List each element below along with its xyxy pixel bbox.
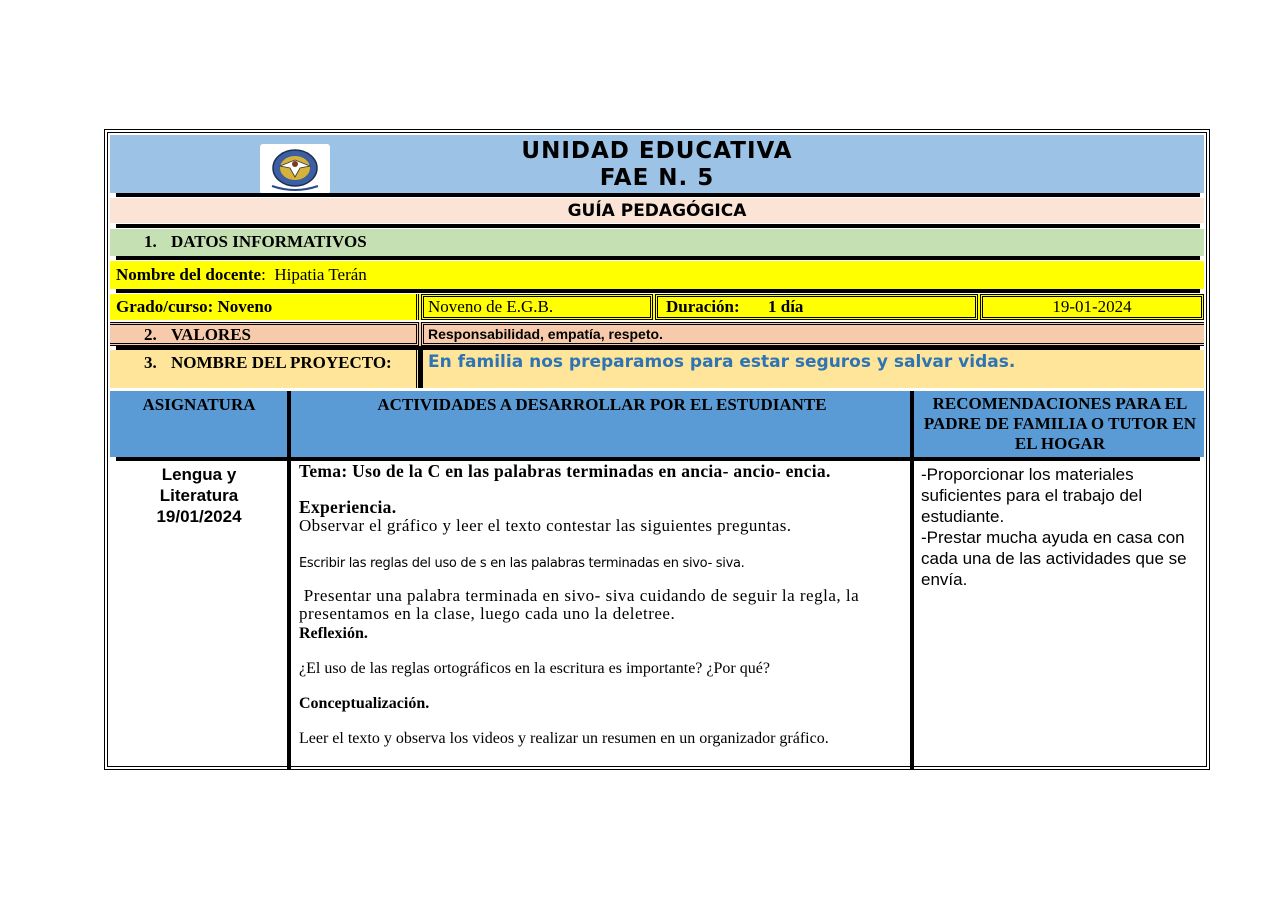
col-divider	[910, 391, 914, 769]
info-date: 19-01-2024	[1052, 297, 1132, 316]
school-name-line1: UNIDAD EDUCATIVA	[521, 138, 793, 164]
divider	[116, 289, 1200, 293]
activity-tema: Tema: Uso de la C en las palabras terminadas en ancia- ancio- encia.	[299, 461, 831, 481]
activity-reflexion: Reflexión.	[299, 625, 368, 642]
divider	[116, 224, 1200, 228]
activity-question: ¿El uso de las reglas ortográficos en la escritura es importante? ¿Por qué?	[299, 660, 770, 677]
duration-value: 1 día	[768, 297, 804, 316]
project-section-number: 3.	[144, 353, 157, 372]
school-name-line2: FAE N. 5	[599, 165, 715, 191]
divider	[116, 193, 1200, 197]
info-section-title: DATOS INFORMATIVOS	[171, 232, 367, 251]
teacher-name: Hipatia Terán	[274, 265, 367, 284]
activity-rules: Escribir las reglas del uso de s en las palabras terminadas en sivo- siva.	[299, 556, 745, 571]
activity-present-line2: presentamos en la clase, luego cada uno la deletree.	[299, 604, 676, 623]
subject-line1: Lengua y	[161, 465, 237, 484]
col-subject-header: ASIGNATURA	[142, 395, 256, 414]
activity-present-line1: Presentar una palabra terminada en sivo- siva cuidando de seguir la regla, la	[299, 586, 860, 605]
activity-experiencia: Experiencia.	[299, 497, 397, 517]
activity-read: Leer el texto y observa los videos y realizar un resumen en un organizador gráfico.	[299, 730, 829, 747]
grade-value: Noveno de E.G.B.	[428, 297, 554, 316]
values-text: Responsabilidad, empatía, respeto.	[428, 326, 663, 342]
col-divider	[287, 391, 291, 769]
values-section-title: VALORES	[171, 325, 251, 344]
subject-line2: Literatura	[159, 486, 239, 505]
project-name: En familia nos preparamos para estar seguros y salvar vidas.	[428, 352, 1016, 372]
activity-observe: Observar el gráfico y leer el texto contestar las siguientes preguntas.	[299, 516, 792, 535]
duration-label: Duración:	[666, 297, 740, 316]
recommendation-2: -Prestar mucha ayuda en casa con cada una de las actividades que se envía.	[921, 528, 1187, 589]
teacher-label: Nombre del docente	[116, 265, 262, 284]
grade-label: Grado/curso: Noveno	[116, 297, 273, 316]
subject-date: 19/01/2024	[156, 507, 242, 526]
divider	[116, 256, 1200, 260]
values-section-number: 2.	[144, 325, 157, 344]
col-activities-header: ACTIVIDADES A DESARROLLAR POR EL ESTUDIANTE	[377, 395, 827, 414]
guide-title: GUÍA PEDAGÓGICA	[567, 201, 747, 221]
recommendation-1: -Proporcionar los materiales suficientes para el trabajo del estudiante.	[921, 465, 1143, 526]
activity-conceptualizacion: Conceptualización.	[299, 695, 430, 712]
project-divider	[419, 350, 423, 388]
project-section-title: NOMBRE DEL PROYECTO:	[171, 353, 392, 372]
teacher-line	[116, 265, 367, 285]
info-section-number: 1.	[144, 232, 157, 251]
teacher-colon: :	[261, 265, 266, 284]
col-recommendations-header: RECOMENDACIONES PARA EL PADRE DE FAMILIA O TUTOR EN EL HOGAR	[923, 394, 1197, 453]
